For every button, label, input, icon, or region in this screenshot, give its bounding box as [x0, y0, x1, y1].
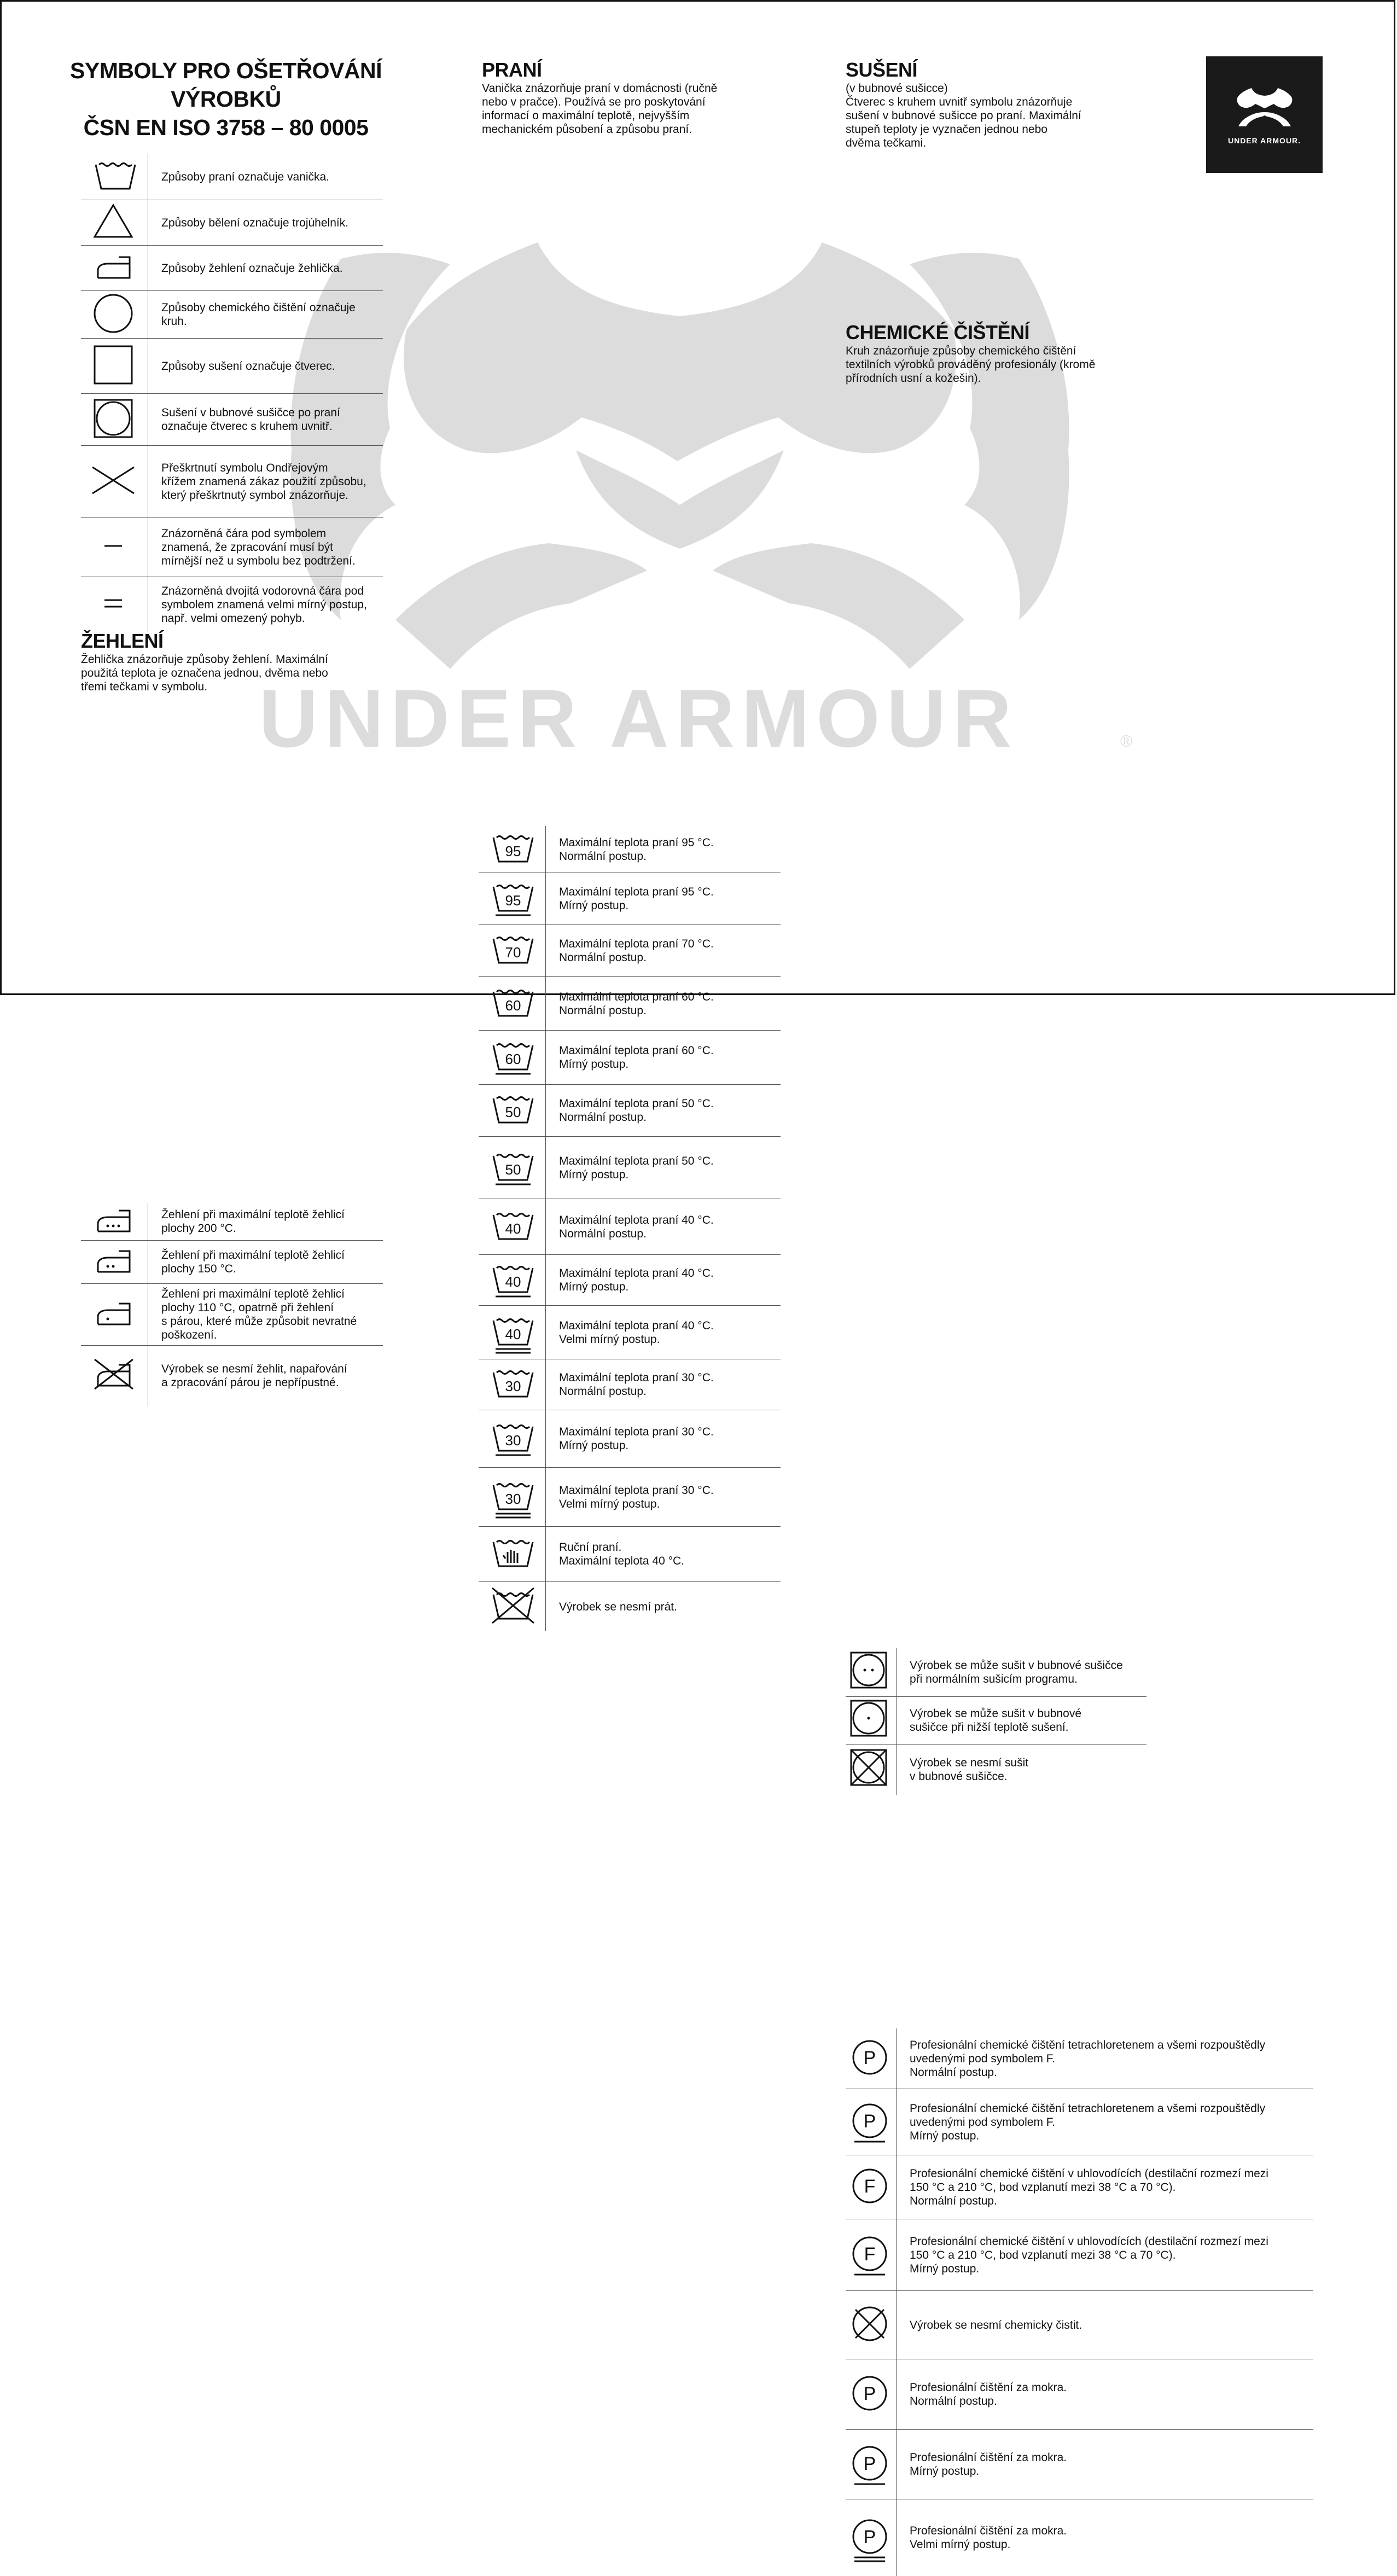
wash-95-icon: [479, 826, 545, 873]
svg-text:30: 30: [505, 1490, 521, 1507]
washing-symbol-description: Maximální teplota praní 50 °C. Normální postup.: [545, 1085, 781, 1136]
washing-symbol-description: Maximální teplota praní 40 °C. Normální postup.: [545, 1199, 781, 1254]
dry-cleaning-symbol-row: [846, 2155, 1313, 2219]
drying-section: [846, 59, 1152, 150]
washing-symbol-row: [479, 1255, 781, 1306]
ironing-table: [81, 1203, 383, 1406]
ironing-symbol-row: [81, 1284, 383, 1346]
svg-text:60: 60: [505, 1051, 521, 1067]
wash-40-icon: [479, 1199, 545, 1254]
dry-cleaning-section: [846, 321, 1229, 385]
washing-symbol-row: [479, 1137, 781, 1199]
double-bar-icon: [81, 577, 148, 632]
dry-cleaning-description: Kruh znázorňuje způsoby chemického čištění textilních výrobků prováděný profesionály (kromě přírodních usní a kožešin).: [846, 345, 1096, 385]
washing-symbol-description: Maximální teplota praní 30 °C. Velmi mírný postup.: [545, 1468, 781, 1526]
dry-cleaning-symbol-row: [846, 2291, 1313, 2359]
washing-symbol-row: [479, 925, 781, 977]
wash-50-gentle-icon: [479, 1137, 545, 1199]
under-armour-logo: [290, 242, 1069, 669]
washing-symbol-row: [479, 1582, 781, 1631]
svg-text:P: P: [863, 2383, 876, 2404]
general-symbol-row: [81, 394, 383, 446]
iron-icon: [81, 246, 148, 290]
general-symbol-description: Způsoby sušení označuje čtverec.: [148, 339, 383, 393]
svg-text:30: 30: [505, 1432, 521, 1449]
washing-symbol-row: [479, 1468, 781, 1527]
washing-description: Vanička znázorňuje praní v domácnosti (ručně nebo v pračce). Používá se pro poskytování informací o maximální teplotě, nejvyšším mechanickém působení a způsobu praní.: [482, 82, 718, 136]
iron-1-dot-icon: [81, 1284, 148, 1345]
washing-symbol-description: Maximální teplota praní 30 °C. Normální postup.: [545, 1359, 781, 1410]
svg-text:UNDER ARMOUR: UNDER ARMOUR: [259, 672, 1018, 764]
circle-f-icon: [846, 2155, 896, 2219]
washing-symbol-description: Maximální teplota praní 60 °C. Normální postup.: [545, 977, 781, 1030]
do-not-wash-icon: [479, 1582, 545, 1631]
dry-cleaning-symbol-row: [846, 2089, 1313, 2155]
dry-cleaning-symbol-description: Profesionální chemické čištění v uhlovodících (destilační rozmezí mezi 150 °C a 210 °C, bod vzplanutí mezi 38 °C a 70 °C). Normální postup.: [896, 2155, 1313, 2219]
dry-cleaning-table: [846, 2028, 1313, 2576]
circle-icon: [81, 291, 148, 338]
hand-wash-icon: [479, 1527, 545, 1581]
wash-30-very-gentle-icon: [479, 1468, 545, 1526]
svg-text:50: 50: [505, 1104, 521, 1120]
drying-heading: SUŠENÍ: [846, 59, 918, 81]
general-symbol-row: [81, 291, 383, 339]
circle-f-gentle-icon: [846, 2219, 896, 2290]
dry-cleaning-symbol-description: Profesionální čištění za mokra. Mírný postup.: [896, 2430, 1313, 2499]
svg-text:50: 50: [505, 1161, 521, 1178]
washing-symbol-row: [479, 977, 781, 1031]
svg-text:P: P: [863, 2527, 876, 2548]
general-symbol-description: Znázorněná dvojitá vodorovná čára pod symbolem znamená velmi mírný postup, např. velmi omezený pohyb.: [148, 577, 383, 632]
svg-text:P: P: [863, 2111, 876, 2132]
dry-cleaning-symbol-row: [846, 2430, 1313, 2499]
wash-95-gentle-icon: [479, 873, 545, 924]
tumble-dry-1-dot-icon: [846, 1697, 896, 1744]
wash-30-icon: [479, 1359, 545, 1410]
page-title: SYMBOLY PRO OŠETŘOVÁNÍ VÝROBKŮ ČSN EN ISO 3758 – 80 0005: [70, 58, 382, 140]
do-not-tumble-dry-icon: [846, 1745, 896, 1795]
washing-symbol-description: Maximální teplota praní 50 °C. Mírný postup.: [545, 1137, 781, 1199]
drying-symbol-description: Výrobek se může sušit v bubnové sušičce při normálním sušicím programu.: [896, 1648, 1146, 1696]
washing-table: [479, 826, 781, 1631]
svg-text:70: 70: [505, 944, 521, 961]
general-symbol-row: [81, 517, 383, 577]
svg-text:®: ®: [1120, 732, 1133, 751]
ironing-symbol-description: Výrobek se nesmí žehlit, napařování a zpracování párou je nepřípustné.: [148, 1346, 383, 1406]
ironing-symbol-row: [81, 1241, 383, 1284]
circle-p-gentle-icon: [846, 2089, 896, 2155]
square-icon: [81, 339, 148, 393]
general-symbol-row: [81, 577, 383, 632]
washing-symbol-description: Maximální teplota praní 40 °C. Velmi mírný postup.: [545, 1306, 781, 1359]
drying-symbol-row: [846, 1697, 1146, 1745]
dry-cleaning-symbol-row: [846, 2359, 1313, 2430]
dry-cleaning-symbol-description: Výrobek se nesmí chemicky čistit.: [896, 2291, 1313, 2359]
drying-symbol-row: [846, 1745, 1146, 1795]
do-not-dry-clean-icon: [846, 2291, 896, 2359]
washing-symbol-description: Maximální teplota praní 60 °C. Mírný postup.: [545, 1031, 781, 1084]
general-symbol-description: Znázorněná čára pod symbolem znamená, že zpracování musí být mírnější než u symbolu bez podtržení.: [148, 517, 383, 577]
svg-text:60: 60: [505, 997, 521, 1014]
wash-40-gentle-icon: [479, 1255, 545, 1305]
svg-text:F: F: [864, 2176, 876, 2197]
washing-symbol-description: Maximální teplota praní 95 °C. Normální postup.: [545, 826, 781, 873]
ironing-section: [81, 630, 398, 694]
general-symbol-row: [81, 200, 383, 246]
ironing-symbol-description: Žehlení pri maximální teplotě žehlicí plochy 110 °C, opatrně při žehlení s párou, které může způsobit nevratné poškození.: [148, 1284, 383, 1345]
washing-symbol-description: Maximální teplota praní 40 °C. Mírný postup.: [545, 1255, 781, 1305]
washing-heading: PRANÍ: [482, 59, 542, 81]
washing-section: [482, 59, 788, 136]
general-symbol-description: Způsoby chemického čištění označuje kruh.: [148, 291, 383, 338]
svg-text:95: 95: [505, 892, 521, 909]
tumble-dry-2-dots-icon: [846, 1648, 896, 1696]
brand-logo: UNDER ARMOUR.: [1206, 56, 1323, 173]
ironing-symbol-row: [81, 1346, 383, 1406]
washing-symbol-row: [479, 1359, 781, 1410]
drying-symbol-description: Výrobek se může sušit v bubnové sušičce při nižší teplotě sušení.: [896, 1697, 1146, 1744]
svg-text:95: 95: [505, 842, 521, 859]
ironing-description: Žehlička znázorňuje způsoby žehlení. Maximální použitá teplota je označena jednou, dvěma nebo třemi tečkami v symbolu.: [81, 653, 328, 693]
general-symbol-description: Způsoby bělení označuje trojúhelník.: [148, 200, 383, 245]
wash-30-gentle-icon: [479, 1410, 545, 1467]
washing-symbol-row: [479, 873, 781, 925]
svg-text:40: 40: [505, 1220, 521, 1237]
iron-3-dots-icon: [81, 1203, 148, 1240]
dry-cleaning-symbol-description: Profesionální chemické čištění tetrachloretenem a všemi rozpouštědly uvedenými pod symbolem F. Mírný postup.: [896, 2089, 1313, 2155]
ironing-symbol-description: Žehlení při maximální teplotě žehlicí plochy 200 °C.: [148, 1203, 383, 1240]
iron-2-dots-icon: [81, 1241, 148, 1283]
square-circle-icon: [81, 394, 148, 445]
cross-icon: [81, 446, 148, 517]
washing-symbol-description: Maximální teplota praní 70 °C. Normální postup.: [545, 925, 781, 976]
washing-symbol-description: Maximální teplota praní 95 °C. Mírný postup.: [545, 873, 781, 924]
circle-p-icon: [846, 2028, 896, 2089]
single-bar-icon: [81, 517, 148, 577]
dry-cleaning-symbol-description: Profesionální chemické čištění v uhlovodících (destilační rozmezí mezi 150 °C a 210 °C, bod vzplanutí mezi 38 °C a 70 °C). Mírný postup.: [896, 2219, 1313, 2290]
drying-symbol-description: Výrobek se nesmí sušit v bubnové sušičce.: [896, 1745, 1146, 1795]
iron-crossed-icon: [81, 1346, 148, 1406]
circle-w-very-gentle-icon: [846, 2499, 896, 2576]
svg-text:30: 30: [505, 1378, 521, 1394]
under-armour-logo: [1232, 85, 1297, 129]
washing-symbol-row: [479, 1085, 781, 1137]
washing-symbol-row: [479, 1527, 781, 1582]
dry-cleaning-heading: CHEMICKÉ ČIŠTĚNÍ: [846, 321, 1030, 344]
wash-50-icon: [479, 1085, 545, 1136]
general-symbol-row: [81, 446, 383, 517]
general-symbol-description: Přeškrtnutí symbolu Ondřejovým křížem znamená zákaz použití způsobu, který přeškrtnutý symbol znázorňuje.: [148, 446, 383, 517]
general-symbol-row: [81, 246, 383, 291]
washing-symbol-row: [479, 1031, 781, 1085]
ironing-symbol-row: [81, 1203, 383, 1241]
wash-70-icon: [479, 925, 545, 976]
drying-description: (v bubnové sušicce) Čtverec s kruhem uvnitř symbolu znázorňuje sušení v bubnové sušicce po praní. Maximální stupeň teploty je vyznačen jednou nebo dvěma tečkami.: [846, 82, 1081, 149]
dry-cleaning-symbol-description: Profesionální čištění za mokra. Velmi mírný postup.: [896, 2499, 1313, 2576]
general-symbol-description: Způsoby žehlení označuje žehlička.: [148, 246, 383, 290]
svg-text:P: P: [863, 2453, 876, 2474]
washing-symbol-row: [479, 1199, 781, 1255]
washing-symbol-row: [479, 826, 781, 873]
wash-60-icon: [479, 977, 545, 1030]
ironing-symbol-description: Žehlení při maximální teplotě žehlicí plochy 150 °C.: [148, 1241, 383, 1283]
washing-symbol-description: Ruční praní. Maximální teplota 40 °C.: [545, 1527, 781, 1581]
general-symbol-description: Sušení v bubnové sušičce po praní označuje čtverec s kruhem uvnitř.: [148, 394, 383, 445]
svg-text:40: 40: [505, 1325, 521, 1342]
drying-table: [846, 1648, 1146, 1795]
circle-w-gentle-icon: [846, 2430, 896, 2499]
dry-cleaning-symbol-row: [846, 2028, 1313, 2089]
svg-text:F: F: [864, 2244, 876, 2265]
dry-cleaning-symbol-description: Profesionální čištění za mokra. Normální postup.: [896, 2359, 1313, 2429]
general-symbols-table: [81, 154, 383, 632]
washtub-icon: [81, 154, 148, 200]
ironing-heading: ŽEHLENÍ: [81, 630, 164, 652]
circle-w-icon: [846, 2359, 896, 2429]
drying-symbol-row: [846, 1648, 1146, 1697]
left-column: [67, 56, 385, 142]
dry-cleaning-symbol-description: Profesionální chemické čištění tetrachloretenem a všemi rozpouštědly uvedenými pod symbolem F. Normální postup.: [896, 2028, 1313, 2089]
washing-symbol-row: [479, 1410, 781, 1468]
washing-symbol-row: [479, 1306, 781, 1359]
triangle-icon: [81, 200, 148, 245]
washing-symbol-description: Maximální teplota praní 30 °C. Mírný postup.: [545, 1410, 781, 1467]
general-symbol-row: [81, 339, 383, 394]
dry-cleaning-symbol-row: [846, 2219, 1313, 2291]
svg-text:40: 40: [505, 1274, 521, 1290]
svg-text:P: P: [863, 2048, 876, 2068]
general-symbol-description: Způsoby praní označuje vanička.: [148, 154, 383, 200]
dry-cleaning-symbol-row: [846, 2499, 1313, 2576]
general-symbol-row: [81, 154, 383, 200]
wash-60-gentle-icon: [479, 1031, 545, 1084]
washing-symbol-description: Výrobek se nesmí prát.: [545, 1582, 781, 1631]
wash-40-very-gentle-icon: [479, 1306, 545, 1359]
